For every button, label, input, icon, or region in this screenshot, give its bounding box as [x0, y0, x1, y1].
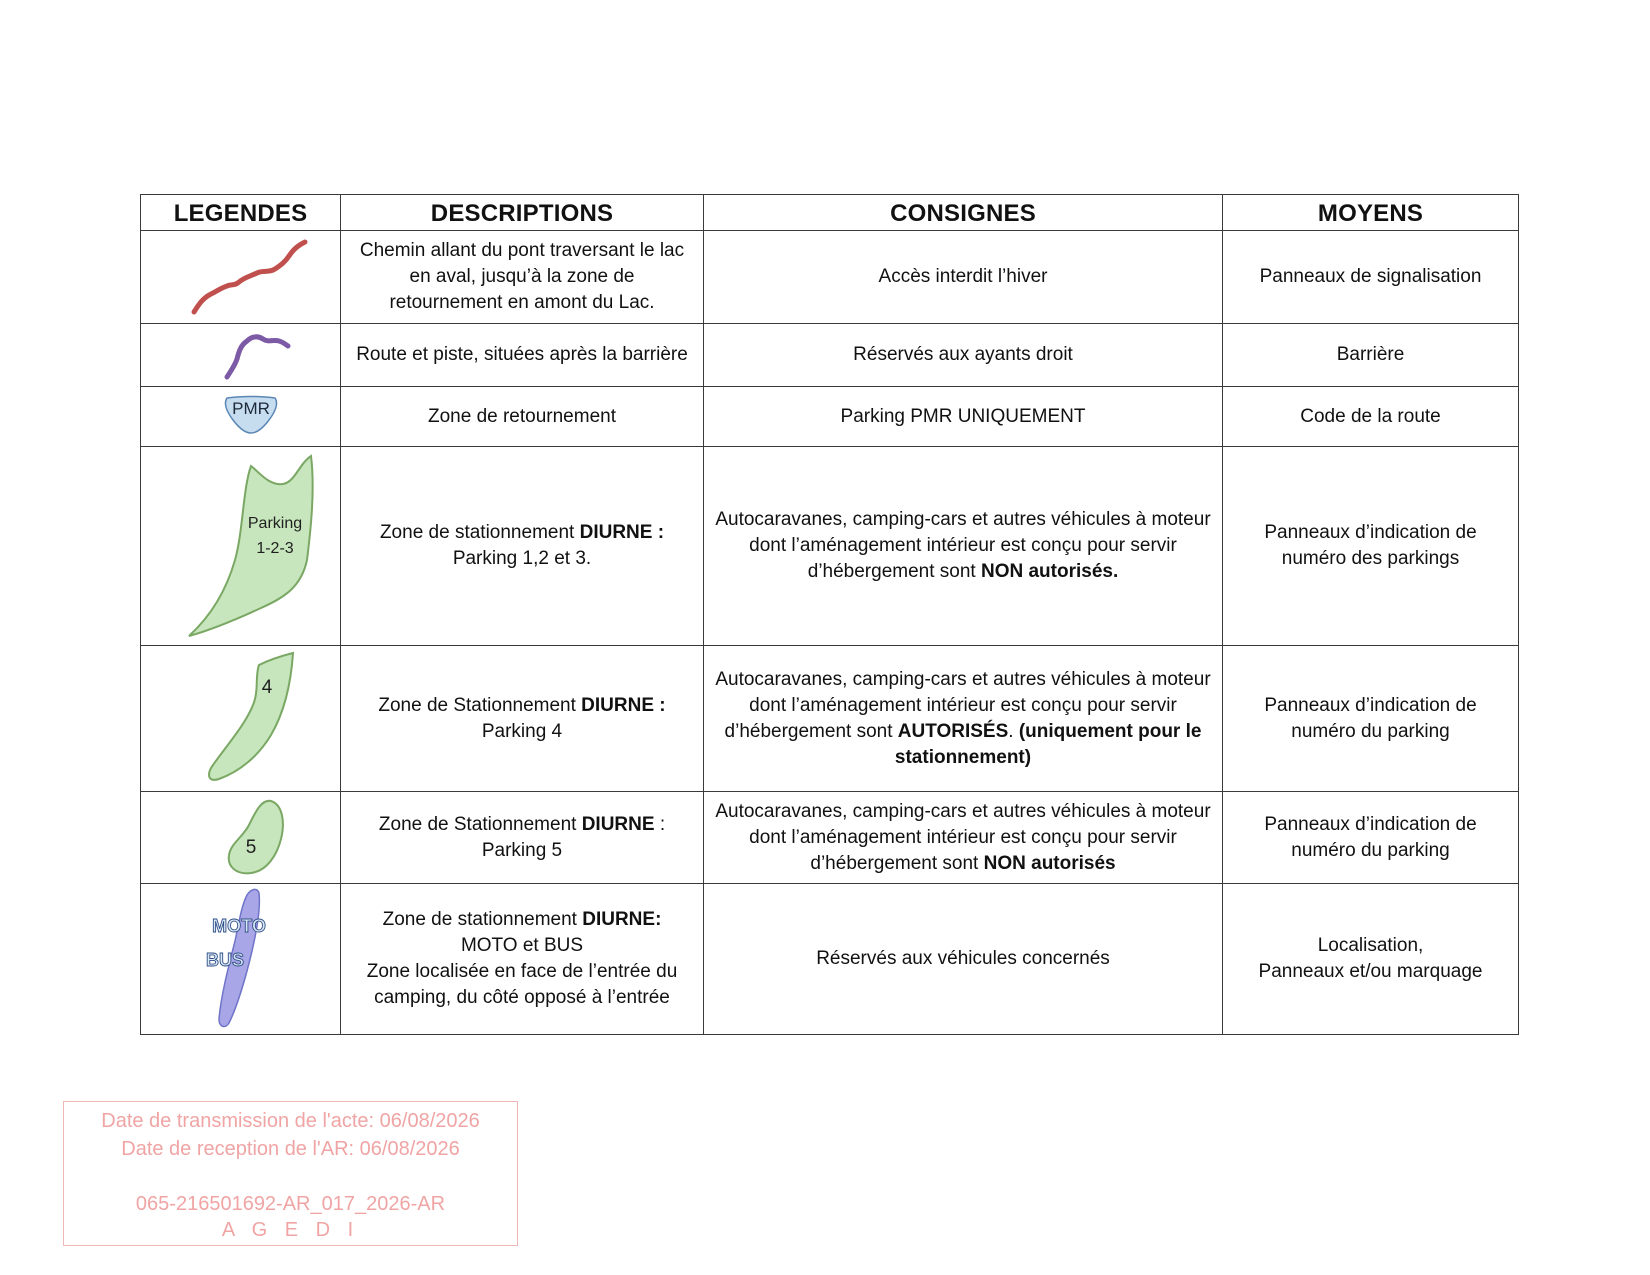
moyen-cell: Code de la route	[1223, 387, 1519, 447]
parking-4-label: 4	[261, 676, 273, 698]
parking-number-label: 1-2-3	[256, 540, 294, 557]
red-path-line-icon	[151, 232, 351, 322]
header-row	[141, 195, 1519, 231]
consigne-bold: (uniquement pour le stationnement)	[894, 720, 1202, 768]
consigne-cell: Accès interdit l’hiver	[704, 231, 1223, 324]
consigne-bold: NON autorisés	[983, 852, 1116, 874]
moyen-cell: Panneaux d’indication de numéro du parking	[1223, 646, 1519, 792]
legend-cell	[141, 324, 341, 387]
description-text: Zone de Stationnement	[378, 813, 582, 835]
moyen-text: Localisation,	[1317, 935, 1424, 956]
description-text: Zone localisée en face de l’entrée du camping, du côté opposé à l’entrée	[366, 961, 678, 1008]
moyen-cell: Panneaux d’indication de numéro des parkings	[1223, 447, 1519, 646]
table-row	[141, 324, 1519, 387]
moyen-cell: Panneaux de signalisation	[1223, 231, 1519, 324]
description-bold: DIURNE :	[579, 522, 665, 543]
description-text: Zone de stationnement	[382, 909, 583, 930]
consigne-text: Autocaravanes, camping-cars et autres véhicules à moteur dont l’aménagement intérieur est conçu pour servir d’hébergement sont	[715, 800, 1211, 874]
legend-table	[140, 194, 1519, 1035]
moto-label: MOTO	[212, 916, 266, 936]
moyen-text: Panneaux et/ou marquage	[1258, 961, 1483, 982]
consigne-cell	[704, 646, 1223, 792]
header-consignes: CONSIGNES	[704, 195, 1223, 231]
legend-cell	[141, 646, 341, 792]
description-text: :	[654, 813, 666, 835]
consigne-bold: AUTORISÉS	[897, 720, 1009, 742]
parking-5-label: 5	[245, 836, 257, 858]
description-text: Zone de stationnement	[379, 522, 580, 543]
consigne-cell: Réservés aux ayants droit	[704, 324, 1223, 387]
purple-road-line-icon	[151, 325, 351, 385]
consigne-cell	[704, 447, 1223, 646]
bus-label: BUS	[205, 950, 245, 970]
legend-cell	[141, 387, 341, 447]
table-row	[141, 792, 1519, 884]
description-cell	[341, 646, 704, 792]
transmission-stamp	[63, 1101, 518, 1246]
description-text: Parking 5	[481, 839, 563, 861]
legend-cell	[141, 447, 341, 646]
moyen-cell	[1223, 884, 1519, 1035]
consigne-bold: NON autorisés.	[980, 561, 1119, 582]
table-row	[141, 447, 1519, 646]
table-row	[141, 231, 1519, 324]
moyen-cell: Panneaux d’indication de numéro du parking	[1223, 792, 1519, 884]
consigne-cell	[704, 792, 1223, 884]
table-row	[141, 387, 1519, 447]
header-moyens: MOYENS	[1223, 195, 1519, 231]
stamp-transmission-date: Date de transmission de l'acte: 06/08/2026	[101, 1110, 480, 1132]
table-row	[141, 884, 1519, 1035]
legend-cell	[141, 231, 341, 324]
consigne-cell: Réservés aux véhicules concernés	[704, 884, 1223, 1035]
description-bold: DIURNE :	[581, 694, 666, 716]
description-text: MOTO et BUS	[460, 935, 584, 956]
moto-bus-zone-icon	[151, 885, 351, 1033]
legend-cell	[141, 884, 341, 1035]
legend-cell	[141, 792, 341, 884]
consigne-text: .	[1008, 720, 1019, 742]
description-cell: Zone de retournement	[341, 387, 704, 447]
description-cell	[341, 792, 704, 884]
description-text: Parking 4	[481, 720, 563, 742]
description-bold: DIURNE	[581, 813, 655, 835]
stamp-agency: A G E D I	[221, 1219, 360, 1241]
header-descriptions: DESCRIPTIONS	[341, 195, 704, 231]
pmr-shield-icon	[151, 388, 351, 446]
description-cell: Chemin allant du pont traversant le lac en aval, jusqu’à la zone de retournement en amont du Lac.	[341, 231, 704, 324]
pmr-label: PMR	[232, 398, 270, 418]
description-text: Zone de Stationnement	[378, 694, 582, 716]
consigne-cell: Parking PMR UNIQUEMENT	[704, 387, 1223, 447]
stamp-reference: 065-216501692-AR_017_2026-AR	[135, 1193, 446, 1215]
header-legendes: LEGENDES	[141, 195, 341, 231]
consigne-text: Autocaravanes, camping-cars et autres véhicules à moteur dont l’aménagement intérieur est conçu pour servir d’hébergement sont	[715, 668, 1211, 742]
moyen-cell: Barrière	[1223, 324, 1519, 387]
description-text: Parking 1,2 et 3.	[452, 548, 592, 569]
consigne-text: Autocaravanes, camping-cars et autres véhicules à moteur dont l’aménagement intérieur est conçu pour servir d’hébergement sont	[715, 509, 1211, 582]
parking-zone-1-2-3-icon	[151, 448, 351, 644]
parking-zone-5-icon	[151, 793, 351, 883]
description-cell	[341, 447, 704, 646]
parking-zone-4-icon	[151, 647, 351, 791]
table-row	[141, 646, 1519, 792]
description-cell: Route et piste, situées après la barrière	[341, 324, 704, 387]
parking-label: Parking	[247, 515, 303, 532]
stamp-reception-date: Date de reception de l'AR: 06/08/2026	[121, 1138, 460, 1160]
description-bold: DIURNE:	[582, 909, 662, 930]
description-cell	[341, 884, 704, 1035]
